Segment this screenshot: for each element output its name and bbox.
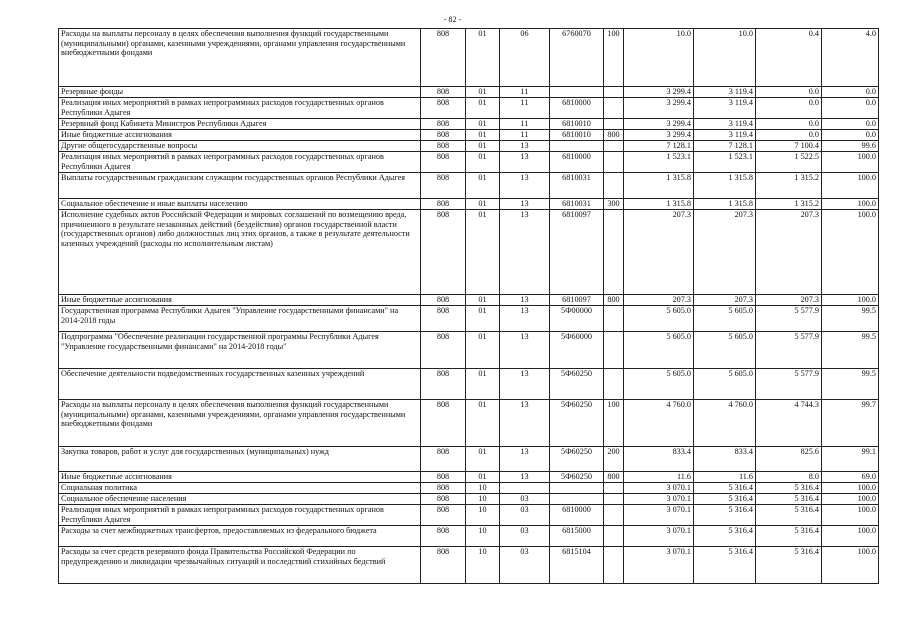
cell-percent: 100.0 <box>822 505 879 526</box>
cell-expense-type <box>604 152 624 173</box>
row-name: Иные бюджетные ассигнования <box>59 295 421 306</box>
cell-subsection <box>500 483 550 494</box>
cell-ved: 808 <box>421 494 466 505</box>
cell-approved: 10.0 <box>694 29 756 87</box>
cell-approved: 5 605.0 <box>694 332 756 369</box>
cell-planned: 1 315.8 <box>624 199 694 210</box>
row-name: Социальное обеспечение населения <box>59 494 421 505</box>
cell-ved: 808 <box>421 369 466 400</box>
cell-target-article: 5Ф00000 <box>550 306 604 332</box>
cell-ved: 808 <box>421 483 466 494</box>
cell-subsection: 13 <box>500 173 550 199</box>
cell-expense-type <box>604 210 624 295</box>
table-row <box>59 369 879 400</box>
cell-target-article: 6810031 <box>550 199 604 210</box>
cell-target-article: 5Ф60250 <box>550 400 604 447</box>
cell-executed: 5 316.4 <box>756 547 822 584</box>
row-name: Резервные фонды <box>59 87 421 98</box>
cell-planned: 10.0 <box>624 29 694 87</box>
cell-executed: 5 316.4 <box>756 526 822 547</box>
cell-percent: 0.0 <box>822 119 879 130</box>
cell-executed: 5 577.9 <box>756 332 822 369</box>
table-row <box>59 483 879 494</box>
cell-planned: 3 070.1 <box>624 526 694 547</box>
cell-ved: 808 <box>421 119 466 130</box>
cell-planned: 3 299.4 <box>624 130 694 141</box>
cell-executed: 7 100.4 <box>756 141 822 152</box>
cell-planned: 3 299.4 <box>624 98 694 119</box>
cell-ved: 808 <box>421 447 466 472</box>
cell-section: 01 <box>466 332 500 369</box>
row-name: Реализация иных мероприятий в рамках непрограммных расходов государственных органов Республики Адыгея <box>59 152 421 173</box>
table-row <box>59 505 879 526</box>
cell-percent: 100.0 <box>822 494 879 505</box>
cell-target-article: 5Ф60000 <box>550 332 604 369</box>
cell-executed: 5 316.4 <box>756 505 822 526</box>
row-name: Резервный фонд Кабинета Министров Республики Адыгея <box>59 119 421 130</box>
cell-ved: 808 <box>421 547 466 584</box>
cell-section: 10 <box>466 547 500 584</box>
cell-executed: 825.6 <box>756 447 822 472</box>
cell-section: 10 <box>466 505 500 526</box>
cell-target-article: 5Ф60250 <box>550 369 604 400</box>
cell-section: 10 <box>466 483 500 494</box>
cell-ved: 808 <box>421 87 466 98</box>
cell-executed: 5 577.9 <box>756 369 822 400</box>
cell-planned: 3 070.1 <box>624 505 694 526</box>
cell-target-article: 6810097 <box>550 295 604 306</box>
cell-ved: 808 <box>421 141 466 152</box>
cell-subsection: 03 <box>500 547 550 584</box>
cell-approved: 5 316.4 <box>694 483 756 494</box>
row-name: Социальное обеспечение и иные выплаты населению <box>59 199 421 210</box>
cell-subsection: 11 <box>500 130 550 141</box>
table-row <box>59 306 879 332</box>
row-name: Расходы за счет средств резервного фонда Правительства Российской Федерации по предупреждению и ликвидации чрезвычайных ситуаций и последствий стихийных бедствий <box>59 547 421 584</box>
cell-expense-type <box>604 141 624 152</box>
cell-executed: 0.0 <box>756 87 822 98</box>
cell-subsection: 13 <box>500 472 550 483</box>
cell-planned: 3 299.4 <box>624 87 694 98</box>
table-row <box>59 29 879 87</box>
cell-subsection: 13 <box>500 400 550 447</box>
cell-planned: 1 315.8 <box>624 173 694 199</box>
cell-percent: 99.5 <box>822 332 879 369</box>
cell-executed: 207.3 <box>756 210 822 295</box>
cell-subsection: 13 <box>500 199 550 210</box>
cell-target-article <box>550 87 604 98</box>
cell-subsection: 06 <box>500 29 550 87</box>
cell-percent: 100.0 <box>822 152 879 173</box>
cell-approved: 5 605.0 <box>694 369 756 400</box>
cell-ved: 808 <box>421 295 466 306</box>
table-row <box>59 526 879 547</box>
cell-approved: 1 315.8 <box>694 199 756 210</box>
table-row <box>59 152 879 173</box>
cell-expense-type <box>604 119 624 130</box>
cell-expense-type <box>604 526 624 547</box>
cell-approved: 3 119.4 <box>694 119 756 130</box>
cell-target-article: 6810010 <box>550 130 604 141</box>
cell-section: 01 <box>466 295 500 306</box>
cell-planned: 207.3 <box>624 295 694 306</box>
cell-target-article: 6760070 <box>550 29 604 87</box>
row-name: Иные бюджетные ассигнования <box>59 130 421 141</box>
table-row <box>59 332 879 369</box>
cell-section: 01 <box>466 472 500 483</box>
cell-section: 01 <box>466 141 500 152</box>
cell-planned: 7 128.1 <box>624 141 694 152</box>
cell-approved: 833.4 <box>694 447 756 472</box>
cell-subsection: 13 <box>500 141 550 152</box>
cell-executed: 5 316.4 <box>756 494 822 505</box>
cell-planned: 4 760.0 <box>624 400 694 447</box>
cell-expense-type: 800 <box>604 472 624 483</box>
table-row <box>59 87 879 98</box>
cell-approved: 5 316.4 <box>694 547 756 584</box>
cell-approved: 5 316.4 <box>694 526 756 547</box>
table-row <box>59 295 879 306</box>
cell-planned: 5 605.0 <box>624 306 694 332</box>
row-name: Обеспечение деятельности подведомственных государственных казенных учреждений <box>59 369 421 400</box>
cell-percent: 100.0 <box>822 210 879 295</box>
cell-approved: 1 523.1 <box>694 152 756 173</box>
cell-subsection: 03 <box>500 526 550 547</box>
cell-section: 01 <box>466 119 500 130</box>
cell-executed: 5 577.9 <box>756 306 822 332</box>
cell-expense-type <box>604 369 624 400</box>
cell-expense-type: 800 <box>604 130 624 141</box>
cell-expense-type: 100 <box>604 400 624 447</box>
cell-percent: 0.0 <box>822 130 879 141</box>
cell-expense-type <box>604 547 624 584</box>
table-row <box>59 173 879 199</box>
cell-subsection: 11 <box>500 119 550 130</box>
cell-target-article: 6810010 <box>550 119 604 130</box>
cell-planned: 11.6 <box>624 472 694 483</box>
table-row <box>59 119 879 130</box>
table-row <box>59 472 879 483</box>
cell-section: 01 <box>466 199 500 210</box>
cell-approved: 5 605.0 <box>694 306 756 332</box>
table-row <box>59 130 879 141</box>
table-row <box>59 141 879 152</box>
row-name: Реализация иных мероприятий в рамках непрограммных расходов государственных органов Республики Адыгея <box>59 505 421 526</box>
cell-subsection: 03 <box>500 494 550 505</box>
row-name: Социальная политика <box>59 483 421 494</box>
cell-executed: 207.3 <box>756 295 822 306</box>
table-row <box>59 210 879 295</box>
cell-approved: 207.3 <box>694 210 756 295</box>
cell-subsection: 13 <box>500 369 550 400</box>
cell-subsection: 13 <box>500 332 550 369</box>
cell-subsection: 13 <box>500 210 550 295</box>
cell-ved: 808 <box>421 400 466 447</box>
cell-section: 01 <box>466 130 500 141</box>
cell-percent: 100.0 <box>822 173 879 199</box>
cell-planned: 3 299.4 <box>624 119 694 130</box>
cell-executed: 1 315.2 <box>756 199 822 210</box>
cell-section: 01 <box>466 87 500 98</box>
cell-executed: 1 522.5 <box>756 152 822 173</box>
row-name: Расходы за счет межбюджетных трансфертов, предоставляемых из федерального бюджета <box>59 526 421 547</box>
cell-planned: 207.3 <box>624 210 694 295</box>
row-name: Государственная программа Республики Адыгея "Управление государственными финансами" на 2014-2018 годы <box>59 306 421 332</box>
cell-approved: 4 760.0 <box>694 400 756 447</box>
cell-subsection: 11 <box>500 98 550 119</box>
cell-planned: 1 523.1 <box>624 152 694 173</box>
cell-ved: 808 <box>421 210 466 295</box>
cell-expense-type <box>604 98 624 119</box>
cell-ved: 808 <box>421 173 466 199</box>
row-name: Закупка товаров, работ и услуг для государственных (муниципальных) нужд <box>59 447 421 472</box>
cell-expense-type <box>604 483 624 494</box>
cell-planned: 833.4 <box>624 447 694 472</box>
cell-ved: 808 <box>421 505 466 526</box>
cell-executed: 1 315.2 <box>756 173 822 199</box>
cell-ved: 808 <box>421 29 466 87</box>
cell-approved: 1 315.8 <box>694 173 756 199</box>
cell-percent: 100.0 <box>822 295 879 306</box>
cell-approved: 3 119.4 <box>694 98 756 119</box>
cell-approved: 5 316.4 <box>694 505 756 526</box>
cell-expense-type <box>604 332 624 369</box>
cell-percent: 100.0 <box>822 547 879 584</box>
cell-percent: 4.0 <box>822 29 879 87</box>
cell-percent: 100.0 <box>822 483 879 494</box>
cell-target-article: 5Ф60250 <box>550 472 604 483</box>
cell-subsection: 11 <box>500 87 550 98</box>
cell-percent: 100.0 <box>822 526 879 547</box>
cell-executed: 4 744.3 <box>756 400 822 447</box>
cell-approved: 7 128.1 <box>694 141 756 152</box>
cell-approved: 3 119.4 <box>694 130 756 141</box>
cell-subsection: 13 <box>500 152 550 173</box>
cell-section: 10 <box>466 526 500 547</box>
row-name: Выплаты государственным гражданским служащим государственных органов Республики Адыгея <box>59 173 421 199</box>
row-name: Исполнение судебных актов Российской Федерации и мировых соглашений по возмещению вреда, причиненного в результате незаконных действий (бездействия) органов государственной власти (государственных органов) либо должностных лиц этих органов, а также в результате деятельности казенных учреждений (расходы по исполнительным листам) <box>59 210 421 295</box>
table-row <box>59 98 879 119</box>
cell-approved: 11.6 <box>694 472 756 483</box>
cell-section: 01 <box>466 152 500 173</box>
table-row <box>59 494 879 505</box>
cell-planned: 5 605.0 <box>624 369 694 400</box>
table-row <box>59 199 879 210</box>
page-number: - 82 - <box>443 15 462 24</box>
cell-percent: 99.5 <box>822 306 879 332</box>
cell-subsection: 13 <box>500 295 550 306</box>
row-name: Расходы на выплаты персоналу в целях обеспечения выполнения функций государственными (муниципальными) органами, казенными учреждениями, органами управления государственными внебюджетными фондами <box>59 29 421 87</box>
cell-percent: 0.0 <box>822 98 879 119</box>
cell-percent: 99.1 <box>822 447 879 472</box>
cell-planned: 5 605.0 <box>624 332 694 369</box>
cell-section: 01 <box>466 173 500 199</box>
cell-percent: 69.0 <box>822 472 879 483</box>
row-name: Подпрограмма "Обеспечение реализации государственной программы Республики Адыгея "Управление государственными финансами" на 2014-2018 годы" <box>59 332 421 369</box>
cell-percent: 100.0 <box>822 199 879 210</box>
cell-percent: 0.0 <box>822 87 879 98</box>
cell-subsection: 13 <box>500 306 550 332</box>
table-row <box>59 547 879 584</box>
cell-target-article: 6810097 <box>550 210 604 295</box>
cell-expense-type <box>604 173 624 199</box>
cell-executed: 0.4 <box>756 29 822 87</box>
cell-section: 01 <box>466 98 500 119</box>
cell-target-article <box>550 141 604 152</box>
cell-ved: 808 <box>421 130 466 141</box>
cell-executed: 0.0 <box>756 119 822 130</box>
cell-section: 01 <box>466 29 500 87</box>
cell-expense-type: 800 <box>604 295 624 306</box>
cell-expense-type <box>604 505 624 526</box>
cell-section: 01 <box>466 400 500 447</box>
cell-approved: 207.3 <box>694 295 756 306</box>
cell-percent: 99.5 <box>822 369 879 400</box>
cell-target-article: 6810000 <box>550 98 604 119</box>
row-name: Расходы на выплаты персоналу в целях обеспечения выполнения функций государственными (муниципальными) органами, казенными учреждениями, органами управления государственными внебюджетными фондами <box>59 400 421 447</box>
table-row <box>59 447 879 472</box>
cell-expense-type: 300 <box>604 199 624 210</box>
row-name: Иные бюджетные ассигнования <box>59 472 421 483</box>
cell-ved: 808 <box>421 152 466 173</box>
cell-ved: 808 <box>421 332 466 369</box>
cell-target-article: 6810031 <box>550 173 604 199</box>
cell-target-article: 5Ф60250 <box>550 447 604 472</box>
cell-planned: 3 070.1 <box>624 483 694 494</box>
cell-target-article <box>550 483 604 494</box>
row-name: Другие общегосударственные вопросы <box>59 141 421 152</box>
cell-ved: 808 <box>421 306 466 332</box>
cell-expense-type <box>604 87 624 98</box>
cell-planned: 3 070.1 <box>624 494 694 505</box>
cell-target-article: 6810000 <box>550 505 604 526</box>
cell-subsection: 13 <box>500 447 550 472</box>
cell-section: 01 <box>466 369 500 400</box>
table-row <box>59 400 879 447</box>
cell-approved: 3 119.4 <box>694 87 756 98</box>
cell-target-article: 6815104 <box>550 547 604 584</box>
cell-ved: 808 <box>421 199 466 210</box>
cell-executed: 5 316.4 <box>756 483 822 494</box>
cell-target-article <box>550 494 604 505</box>
cell-target-article: 6810000 <box>550 152 604 173</box>
cell-expense-type: 100 <box>604 29 624 87</box>
cell-subsection: 03 <box>500 505 550 526</box>
cell-approved: 5 316.4 <box>694 494 756 505</box>
row-name: Реализация иных мероприятий в рамках непрограммных расходов государственных органов Республики Адыгея <box>59 98 421 119</box>
cell-ved: 808 <box>421 526 466 547</box>
cell-expense-type <box>604 306 624 332</box>
cell-section: 01 <box>466 210 500 295</box>
cell-expense-type <box>604 494 624 505</box>
cell-ved: 808 <box>421 98 466 119</box>
cell-executed: 0.0 <box>756 130 822 141</box>
cell-percent: 99.6 <box>822 141 879 152</box>
budget-table <box>58 28 879 584</box>
cell-planned: 3 070.1 <box>624 547 694 584</box>
cell-executed: 0.0 <box>756 98 822 119</box>
cell-percent: 99.7 <box>822 400 879 447</box>
cell-section: 10 <box>466 494 500 505</box>
cell-section: 01 <box>466 447 500 472</box>
cell-section: 01 <box>466 306 500 332</box>
cell-target-article: 6815000 <box>550 526 604 547</box>
cell-executed: 8.0 <box>756 472 822 483</box>
cell-expense-type: 200 <box>604 447 624 472</box>
cell-ved: 808 <box>421 472 466 483</box>
